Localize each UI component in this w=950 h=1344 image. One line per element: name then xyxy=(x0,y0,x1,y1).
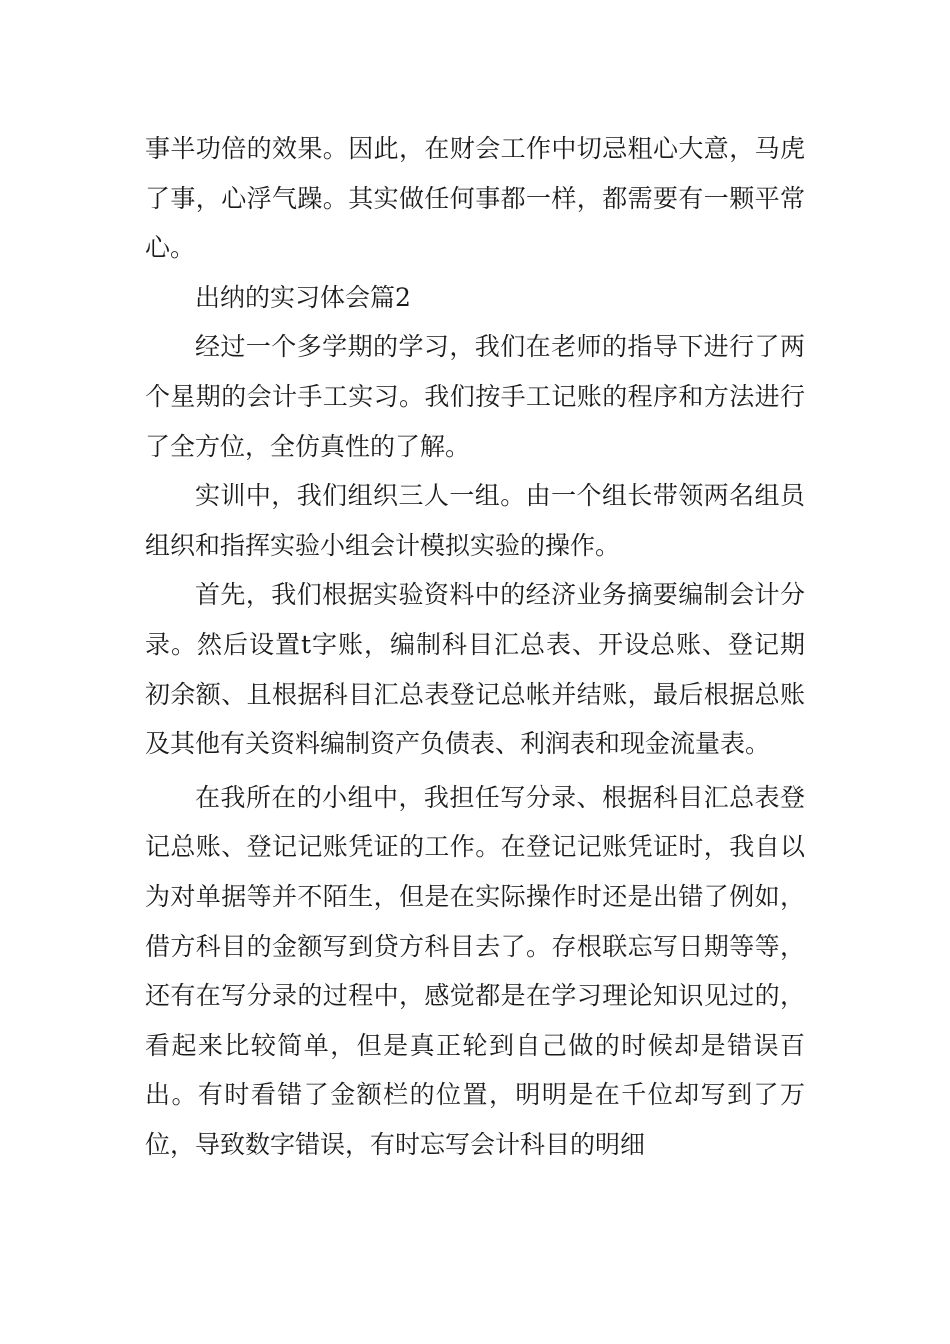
document-page xyxy=(145,124,805,1169)
paragraph-my-role: 在我所在的小组中，我担任写分录、根据科目汇总表登记总账、登记记账凭证的工作。在登记记账凭证时，我自以为对单据等并不陌生，但是在实际操作时还是出错了例如，借方科目的金额写到贷方科目去了。存根联忘写日期等等，还有在写分录的过程中，感觉都是在学习理论知识见过的，看起来比较简单，但是真正轮到自己做的时候却是错误百出。有时看错了金额栏的位置，明明是在千位却写到了万位，导致数字错误，有时忘写会计科目的明细 xyxy=(145,782,805,1159)
paragraph-first: 首先，我们根据实验资料中的经济业务摘要编制会计分录。然后设置t字账，编制科目汇总表、开设总账、登记期初余额、且根据科目汇总表登记总帐并结账，最后根据总账及其他有关资料编制资产负债表、利润表和现金流量表。 xyxy=(145,580,805,759)
section-heading: 出纳的实习体会篇2 xyxy=(195,282,411,312)
paragraph-continuation: 事半功倍的效果。因此，在财会工作中切忌粗心大意，马虎了事，心浮气躁。其实做任何事都一样，都需要有一颗平常心。 xyxy=(145,134,805,263)
paragraph-training: 实训中，我们组织三人一组。由一个组长带领两名组员组织和指挥实验小组会计模拟实验的操作。 xyxy=(145,481,805,560)
paragraph-intro: 经过一个多学期的学习，我们在老师的指导下进行了两个星期的会计手工实习。我们按手工记账的程序和方法进行了全方位，全仿真性的了解。 xyxy=(145,332,805,461)
